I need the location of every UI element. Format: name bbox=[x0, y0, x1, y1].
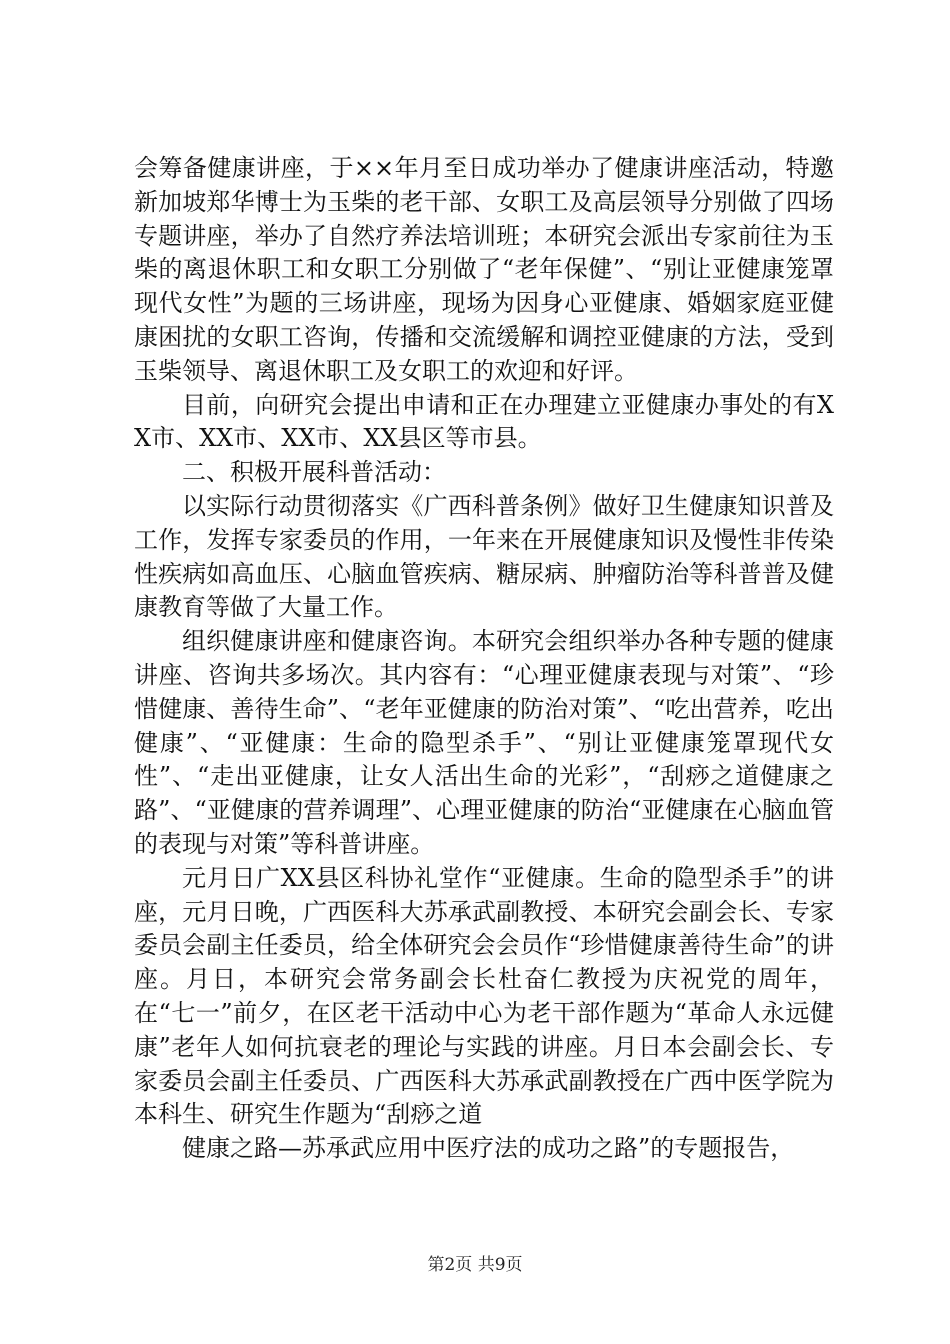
document-body bbox=[134, 152, 834, 1166]
paragraph-1: 会筹备健康讲座，于××年月至日成功举办了健康讲座活动，特邀新加坡郑华博士为玉柴的老干部、女职工及高层领导分别做了四场专题讲座，举办了自然疗养法培训班；本研究会派出专家前往为玉柴的离退休职工和女职工分别做了“老年保健”、“别让亚健康笼罩现代女性”为题的三场讲座，现场为因身心亚健康、婚姻家庭亚健康困扰的女职工咨询，传播和交流缓解和调控亚健康的方法，受到玉柴领导、离退休职工及女职工的欢迎和好评。 bbox=[134, 154, 834, 385]
paragraph-6: 健康之路—苏承武应用中医疗法的成功之路”的专题报告， bbox=[182, 1134, 795, 1163]
page-number-footer: 第2页 共9页 bbox=[427, 1255, 523, 1275]
section-heading: 二、积极开展科普活动： bbox=[182, 458, 446, 487]
paragraph-5: 元月日广XX县区科协礼堂作“亚健康。生命的隐型杀手”的讲座，元月日晚，广西医科大苏承武副教授、本研究会副会长、专家委员会副主任委员，给全体研究会会员作“珍惜健康善待生命”的讲座。月日，本研究会常务副会长杜奋仁教授为庆祝党的周年，在“七一”前夕，在区老干活动中心为老干部作题为“革命人永远健康”老年人如何抗衰老的理论与实践的讲座。月日本会副会长、专家委员会副主任委员、广西医科大苏承武副教授在广西中医学院为本科生、研究生作题为“刮痧之道 bbox=[134, 863, 834, 1129]
paragraph-2: 目前，向研究会提出申请和正在办理建立亚健康办事处的有XX市、XX市、XX市、XX县区等市县。 bbox=[134, 390, 834, 453]
paragraph-3: 以实际行动贯彻落实《广西科普条例》做好卫生健康知识普及工作，发挥专家委员的作用，一年来在开展健康知识及慢性非传染性疾病如高血压、心脑血管疾病、糖尿病、肿瘤防治等科普普及健康教育等做了大量工作。 bbox=[134, 491, 834, 622]
paragraph-4: 组织健康讲座和健康咨询。本研究会组织举办各种专题的健康讲座、咨询共多场次。其内容有：“心理亚健康表现与对策”、“珍惜健康、善待生命”、“老年亚健康的防治对策”、“吃出营养，吃出健康”、“亚健康：生命的隐型杀手”、“别让亚健康笼罩现代女性”、“走出亚健康，让女人活出生命的光彩”，“刮痧之道健康之路”、“亚健康的营养调理”、心理亚健康的防治“亚健康在心脑血管的表现与对策”等科普讲座。 bbox=[134, 627, 834, 858]
